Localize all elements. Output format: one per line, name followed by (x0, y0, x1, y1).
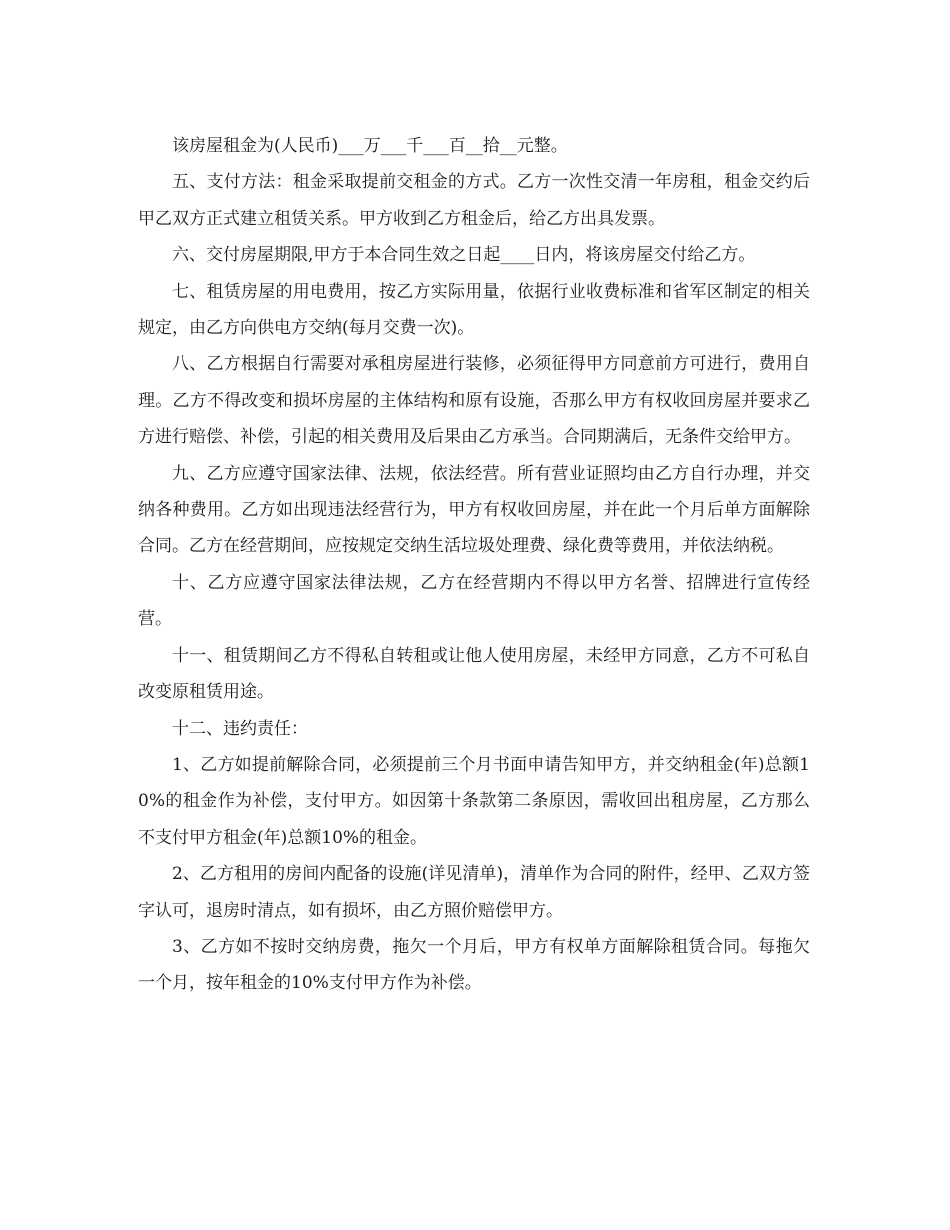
paragraph-electricity-fees: 七、租赁房屋的用电费用，按乙方实际用量，依据行业收费标准和省军区制定的相关规定，由乙方向供电方交纳(每月交费一次)。 (138, 281, 810, 339)
paragraph-liability-item-1: 1、乙方如提前解除合同，必须提前三个月书面申请告知甲方，并交纳租金(年)总额10%的租金作为补偿，支付甲方。如因第十条款第二条原因，需收回出租房屋，乙方那么不支付甲方租金(年)总额10%的租金。 (138, 754, 810, 848)
paragraph-legal-operation: 九、乙方应遵守国家法律、法规，依法经营。所有营业证照均由乙方自行办理，并交纳各种费用。乙方如出现违法经营行为，甲方有权收回房屋，并在此一个月后单方面解除合同。乙方在经营期间，应按规定交纳生活垃圾处理费、绿化费等费用，并依法纳税。 (138, 463, 810, 557)
paragraph-liability-item-3: 3、乙方如不按时交纳房费，拖欠一个月后，甲方有权单方面解除租赁合同。每拖欠一个月，按年租金的10%支付甲方作为补偿。 (138, 936, 810, 994)
document-body (138, 128, 810, 1002)
paragraph-no-sublet: 十一、租赁期间乙方不得私自转租或让他人使用房屋，未经甲方同意，乙方不可私自改变原租赁用途。 (138, 645, 810, 703)
paragraph-renovation: 八、乙方根据自行需要对承租房屋进行装修，必须征得甲方同意前方可进行，费用自理。乙方不得改变和损坏房屋的主体结构和原有设施，否那么甲方有权收回房屋并要求乙方进行赔偿、补偿，引起的相关费用及后果由乙方承当。合同期满后，无条件交给甲方。 (138, 354, 810, 448)
paragraph-reputation: 十、乙方应遵守国家法律法规，乙方在经营期内不得以甲方名誉、招牌进行宣传经营。 (138, 572, 810, 630)
paragraph-liability-item-2: 2、乙方租用的房间内配备的设施(详见清单)，清单作为合同的附件，经甲、乙双方签字认可，退房时清点，如有损坏，由乙方照价赔偿甲方。 (138, 864, 810, 921)
paragraph-payment-method: 五、支付方法：租金采取提前交租金的方式。乙方一次性交清一年房租，租金交约后甲乙双方正式建立租赁关系。甲方收到乙方租金后，给乙方出具发票。 (138, 172, 810, 229)
paragraph-liability-heading: 十二、违约责任： (172, 718, 308, 739)
paragraph-rent-amount: 该房屋租金为(人民币)___万___千___百__拾__元整。 (172, 136, 568, 156)
paragraph-delivery-period: 六、交付房屋期限,甲方于本合同生效之日起____日内，将该房屋交付给乙方。 (172, 245, 756, 266)
